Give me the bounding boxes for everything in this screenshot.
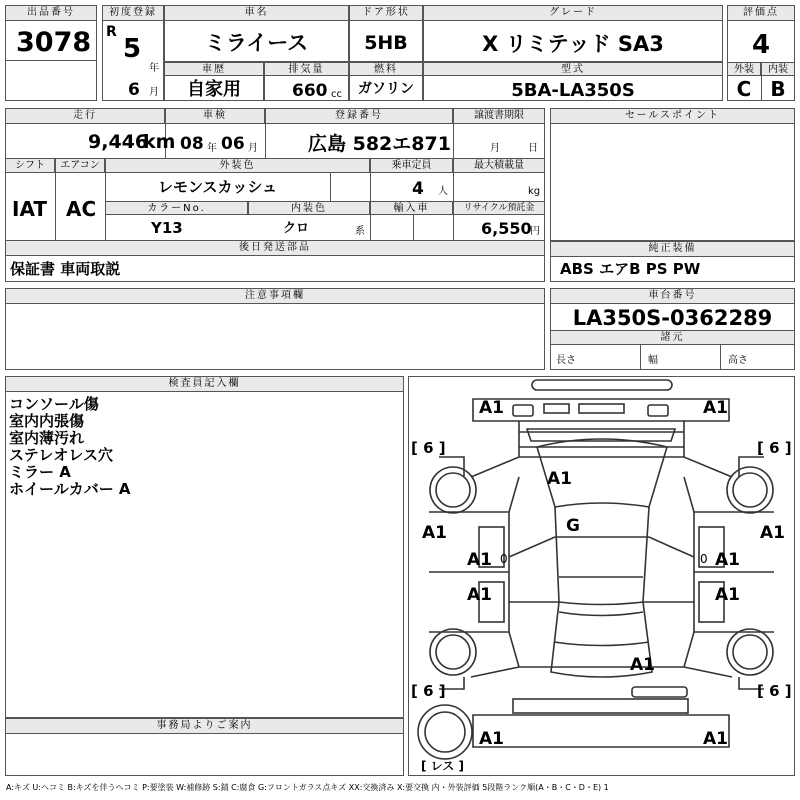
displacement: 660 <box>292 81 328 101</box>
aircon: AC <box>66 197 97 221</box>
mark-bumper-rear-right: A1 <box>703 729 728 749</box>
inspection-year-unit: 年 <box>207 143 217 154</box>
plate-label: 登録番号 <box>265 108 453 124</box>
mark-door-front-left: A1 <box>467 550 492 570</box>
mark-fender-left: A1 <box>422 523 447 543</box>
inspector-notes <box>9 396 131 498</box>
legend: A:キズ U:ヘコミ B:キズを伴うヘコミ P:要塗装 W:補修跡 S:錆 C:腐食 G:フロントガラス点キズ XX:交換済み X:要交換 内・外装評価 5段階ランク順(A・B・C・D・E) 1 <box>6 783 609 792</box>
aircon-label: エアコン <box>55 158 105 173</box>
first-reg-year-unit: 年 <box>149 63 159 74</box>
car-name-label: 車名 <box>164 5 349 21</box>
capacity-unit: 人 <box>438 186 448 197</box>
grade: X リミテッド SA3 <box>482 32 664 56</box>
score: 4 <box>751 30 771 60</box>
mileage: 9,446 <box>88 131 149 153</box>
capacity: 4 <box>412 179 424 199</box>
door-label: ドア形状 <box>349 5 423 21</box>
color-no: Y13 <box>151 219 183 237</box>
sales-point-box <box>550 108 795 241</box>
recycle-unit: 円 <box>530 226 540 237</box>
mark-fender-right: A1 <box>760 523 785 543</box>
displacement-label: 排気量 <box>264 62 349 76</box>
door-type: 5HB <box>364 32 408 54</box>
history-label: 車歴 <box>164 62 264 76</box>
mark-bumper-front-left: A1 <box>479 398 504 418</box>
max-load-label: 最大積載量 <box>453 158 545 173</box>
chassis-number: LA350S-0362289 <box>572 306 773 330</box>
inspection-year: 08 <box>180 134 204 154</box>
int-grade-label: 内装 <box>761 62 795 76</box>
mark-door-rear-left: A1 <box>467 585 492 605</box>
transfer-month-unit: 月 <box>490 143 500 154</box>
note-line: ミラー A <box>9 463 71 481</box>
inspection-month-unit: 月 <box>248 143 258 154</box>
first-reg-month-unit: 月 <box>149 87 159 98</box>
note-line: 室内内張傷 <box>9 412 85 430</box>
lot-label: 出品番号 <box>5 5 97 21</box>
color-no-label: カラーNo. <box>105 201 248 215</box>
max-load-unit: kg <box>528 186 541 197</box>
recycle-label: リサイクル預託金 <box>453 201 545 215</box>
caution-label: 注意事項欄 <box>5 288 545 304</box>
tire-rear-right: [ 6 ] <box>757 682 792 700</box>
displacement-unit: cc <box>331 89 342 100</box>
note-line: ホイールカバー A <box>9 480 131 498</box>
tire-rear-left: [ 6 ] <box>411 682 446 700</box>
mileage-label: 走行 <box>5 108 165 124</box>
lot-number: 3078 <box>16 27 92 58</box>
color-label: 外装色 <box>105 158 370 173</box>
later-parts: 保証書 車両取説 <box>10 260 121 278</box>
history: 自家用 <box>187 79 241 100</box>
grade-label: グレード <box>423 5 723 21</box>
exterior-color: レモンスカッシュ <box>157 178 278 196</box>
equipment-label: 純正装備 <box>550 241 795 257</box>
model-label: 型式 <box>423 62 723 76</box>
tire-front-right: [ 6 ] <box>757 439 792 457</box>
chassis-label: 車台番号 <box>550 288 795 304</box>
int-color-unit: 系 <box>355 226 365 237</box>
first-reg-year: 5 <box>123 34 142 64</box>
car-name: ミライース <box>204 31 309 55</box>
small-mark: 0 <box>700 552 708 566</box>
fuel: ガソリン <box>358 81 414 97</box>
later-parts-label: 後日発送部品 <box>5 240 545 256</box>
dim-length-label: 長さ <box>556 355 576 366</box>
int-color-label: 内装色 <box>248 201 370 215</box>
capacity-label: 乗車定員 <box>370 158 453 173</box>
shift: IAT <box>12 197 48 221</box>
note-line: ステレオレス穴 <box>9 446 113 464</box>
model: 5BA-LA350S <box>511 80 635 101</box>
note-line: コンソール傷 <box>9 395 99 413</box>
first-reg-month: 6 <box>128 80 140 100</box>
dimensions-label: 諸元 <box>550 330 795 345</box>
transfer-label: 譲渡書期限 <box>453 108 545 124</box>
transfer-day-unit: 日 <box>528 143 538 154</box>
dim-width-label: 幅 <box>648 355 658 366</box>
ext-grade-label: 外装 <box>727 62 761 76</box>
ext-grade: C <box>736 77 752 101</box>
mark-rear-glass: A1 <box>630 655 655 675</box>
tire-front-left: [ 6 ] <box>411 439 446 457</box>
mileage-unit: km <box>143 131 176 153</box>
note-line: 室内薄汚れ <box>9 429 85 447</box>
import-label: 輸入車 <box>370 201 453 215</box>
fuel-label: 燃料 <box>349 62 423 76</box>
office-label: 事務局よりご案内 <box>5 718 404 734</box>
dim-height-label: 高さ <box>728 355 748 366</box>
int-color: クロ <box>283 221 310 236</box>
first-reg-era: R <box>106 24 117 40</box>
shift-label: シフト <box>5 158 55 173</box>
mark-door-front-right: A1 <box>715 550 740 570</box>
mark-roof: G <box>566 516 580 536</box>
int-grade: B <box>770 77 786 101</box>
sales-point-label: セールスポイント <box>550 108 795 124</box>
small-mark: 0 <box>500 552 508 566</box>
inspector-label: 検査員記入欄 <box>5 376 404 392</box>
first-reg-label: 初度登録 <box>102 5 164 21</box>
car-diagram <box>409 377 794 775</box>
mark-windshield: A1 <box>547 469 572 489</box>
inspection-label: 車検 <box>165 108 265 124</box>
recycle-fee: 6,550 <box>481 219 532 238</box>
spare-tire: [ レス ] <box>421 759 464 773</box>
mark-door-rear-right: A1 <box>715 585 740 605</box>
plate-number: 広島 582エ871 <box>308 133 451 155</box>
equipment: ABS エアB PS PW <box>560 260 701 278</box>
score-label: 評価点 <box>727 5 795 21</box>
mark-bumper-front-right: A1 <box>703 398 728 418</box>
inspection-month: 06 <box>221 134 245 154</box>
mark-bumper-rear-left: A1 <box>479 729 504 749</box>
